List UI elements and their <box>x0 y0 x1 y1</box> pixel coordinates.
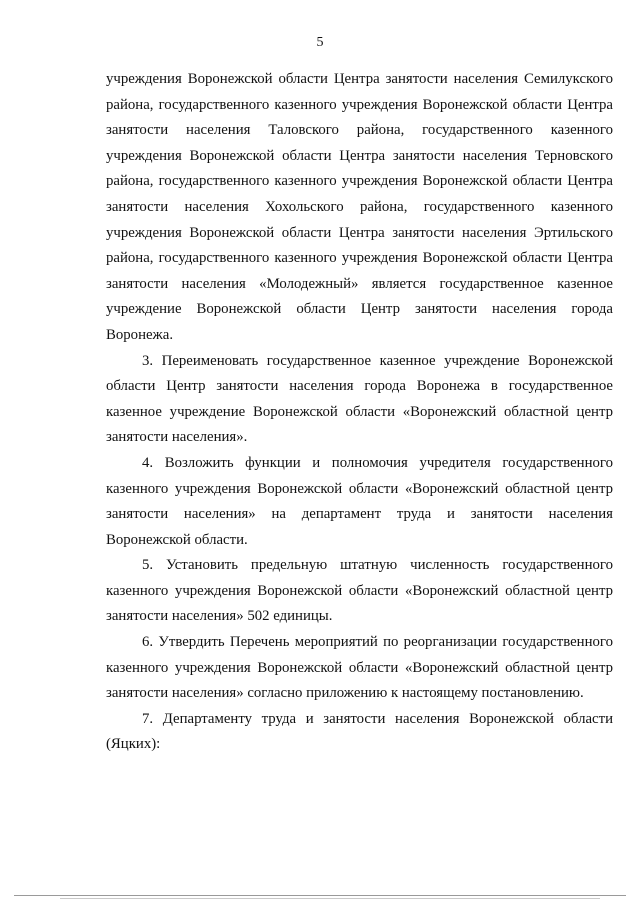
document-body <box>106 67 613 758</box>
paragraph-item-6: 6. Утвердить Перечень мероприятий по реорганизации государственного казенного учреждения Воронежской области «Воронежский областной центр занятости населения» согласно приложению к настоящему постановлению. <box>106 634 613 702</box>
scan-edge-line-faint <box>60 898 600 899</box>
paragraph-continuation: учреждения Воронежской области Центра занятости населения Семилукского района, государственного казенного учреждения Воронежской области Центра занятости населения Таловского района, государственного казенного учреждения Воронежской области Центра занятости населения Терновского района, государственного казенного учреждения Воронежской области Центра занятости населения Хохольского района, государственного казенного учреждения Воронежской области Центра занятости населения Эртильского района, государственного казенного учреждения Воронежской области Центра занятости населения «Молодежный» является государственное казенное учреждение Воронежской области Центр занятости населения города Воронежа. <box>106 71 613 343</box>
paragraph-item-4: 4. Возложить функции и полномочия учредителя государственного казенного учреждения Воронежской области «Воронежский областной центр занятости населения» на департамент труда и занятости населения Воронежской области. <box>106 454 613 548</box>
paragraph-item-3: 3. Переименовать государственное казенное учреждение Воронежской области Центр занятости населения города Воронежа в государственное казенное учреждение Воронежской области «Воронежский областной центр занятости населения». <box>106 352 613 446</box>
paragraph-item-5: 5. Установить предельную штатную численность государственного казенного учреждения Воронежской области «Воронежский областной центр занятости населения» 502 единицы. <box>106 557 613 625</box>
page-number: 5 <box>316 35 324 50</box>
scan-edge-line <box>14 895 626 896</box>
paragraph-item-7: 7. Департаменту труда и занятости населения Воронежской области (Яцких): <box>106 710 613 753</box>
